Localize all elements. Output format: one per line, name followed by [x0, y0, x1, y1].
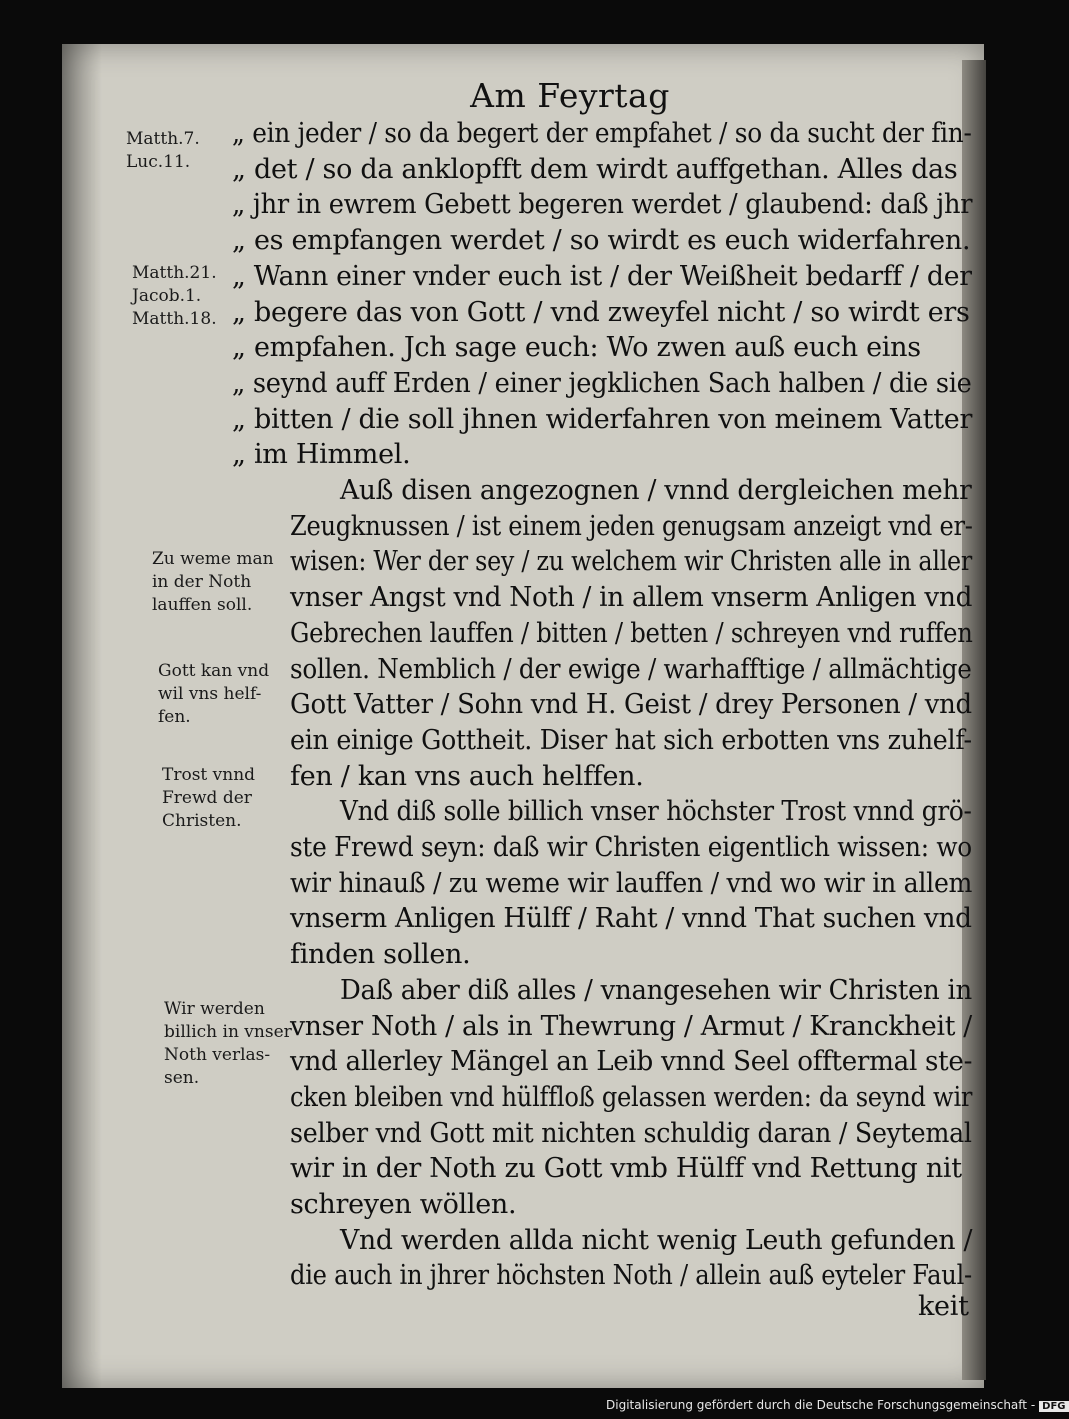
text-line: „ es empfangen werdet / so wirdt es euch widerfahren. [232, 225, 971, 257]
text-line: vnser Angst vnd Noth / in allem vnserm Anligen vnd [290, 582, 973, 614]
text-line: keit [918, 1290, 969, 1322]
dfg-logo: DFG [1039, 1401, 1068, 1412]
text-line: vnser Noth / als in Thewrung / Armut / Kranckheit / [290, 1010, 972, 1042]
credit-text: Digitalisierung gefördert durch die Deutsche Forschungsgemeinschaft - [606, 1398, 1036, 1412]
spine-shadow [62, 44, 102, 1388]
digitization-credit [606, 1398, 1066, 1412]
text-line: Gebrechen lauffen / bitten / betten / schreyen vnd ruffen [290, 617, 973, 649]
margin-note-line: Trost vnnd [162, 765, 256, 785]
text-line: „ begere das von Gott / vnd zweyfel nicht / so wirdt ers [232, 296, 970, 328]
text-line: Gott Vatter / Sohn vnd H. Geist / drey Personen / vnd [290, 689, 972, 721]
text-line: cken bleiben vnd hülffloß gelassen werden: da seynd wir [290, 1081, 973, 1113]
margin-note [158, 660, 269, 729]
text-line: schreyen wöllen. [290, 1189, 517, 1220]
margin-note-line: fen. [158, 707, 191, 727]
text-line: Auß disen angezognen / vnnd dergleichen mehr [340, 475, 972, 506]
text-line: „ jhr in ewrem Gebett begeren werdet / glaubend: daß jhr [232, 189, 973, 221]
margin-note-line: Christen. [162, 811, 242, 831]
text-line: wisen: Wer der sey / zu welchem wir Christen alle in aller [290, 546, 972, 578]
margin-note-line: sen. [164, 1068, 200, 1088]
text-line: ein einige Gottheit. Diser hat sich erbotten vns zuhelf- [290, 724, 972, 756]
text-line: „ im Himmel. [232, 439, 411, 471]
running-head: Am Feyrtag [470, 76, 670, 115]
text-line: Vnd werden allda nicht wenig Leuth gefunden / [340, 1224, 973, 1256]
margin-note-line: in der Noth [152, 572, 252, 592]
margin-note-line: Zu weme man [152, 549, 274, 569]
text-line: Zeugknussen / ist einem jeden genugsam anzeigt vnd er- [290, 510, 973, 542]
text-line: „ empfahen. Jch sage euch: Wo zwen auß euch eins [232, 332, 921, 364]
margin-note [162, 764, 255, 833]
text-line: Vnd diß solle billich vnser höchster Trost vnnd grö- [340, 796, 972, 828]
text-line: vnserm Anligen Hülff / Raht / vnnd That suchen vnd [290, 903, 972, 935]
text-line: selber vnd Gott mit nichten schuldig daran / Seytemal [290, 1117, 972, 1149]
text-line: „ Wann einer vnder euch ist / der Weißheit bedarff / der [232, 260, 972, 292]
margin-note [126, 128, 200, 174]
margin-note [164, 998, 292, 1090]
margin-note-line: lauffen soll. [152, 595, 253, 615]
text-line: wir hinauß / zu weme wir lauffen / vnd wo wir in allem [290, 867, 973, 899]
text-line: finden sollen. [290, 939, 471, 971]
margin-note-line: Matth.7. [126, 129, 200, 149]
margin-note-line: Jacob.1. [132, 286, 202, 306]
text-line: die auch in jhrer höchsten Noth / allein auß eyteler Faul- [290, 1260, 972, 1292]
margin-note-line: Matth.21. [132, 263, 217, 283]
text-line: sollen. Nemblich / der ewige / warhafftige / allmächtige [290, 653, 972, 685]
margin-note [132, 262, 217, 331]
margin-note-line: Luc.11. [126, 152, 191, 172]
text-line: „ det / so da anklopfft dem wirdt auffgethan. Alles das [232, 153, 958, 185]
margin-note-line: Gott kan vnd [158, 661, 270, 681]
text-line: „ bitten / die soll jhnen widerfahren von meinem Vatter [232, 403, 973, 435]
margin-note-line: wil vns helf- [158, 684, 262, 704]
text-line: vnd allerley Mängel an Leib vnnd Seel offtermal ste- [290, 1046, 973, 1078]
margin-note [152, 548, 274, 617]
text-line: „ seynd auff Erden / einer jegklichen Sach halben / die sie [232, 367, 972, 399]
margin-note-line: Frewd der [162, 788, 252, 808]
margin-note-line: Noth verlas- [164, 1045, 271, 1065]
text-line: ste Frewd seyn: daß wir Christen eigentlich wissen: wo [290, 832, 972, 863]
margin-note-line: billich in vnser [164, 1022, 292, 1042]
text-line: Daß aber diß alles / vnangesehen wir Christen in [340, 974, 972, 1006]
text-line: fen / kan vns auch helffen. [290, 760, 644, 792]
margin-note-line: Matth.18. [132, 309, 217, 329]
text-line: wir in der Noth zu Gott vmb Hülff vnd Rettung nit [290, 1153, 962, 1185]
margin-note-line: Wir werden [164, 999, 265, 1019]
text-line: „ ein jeder / so da begert der empfahet / so da sucht der fin- [232, 118, 972, 149]
